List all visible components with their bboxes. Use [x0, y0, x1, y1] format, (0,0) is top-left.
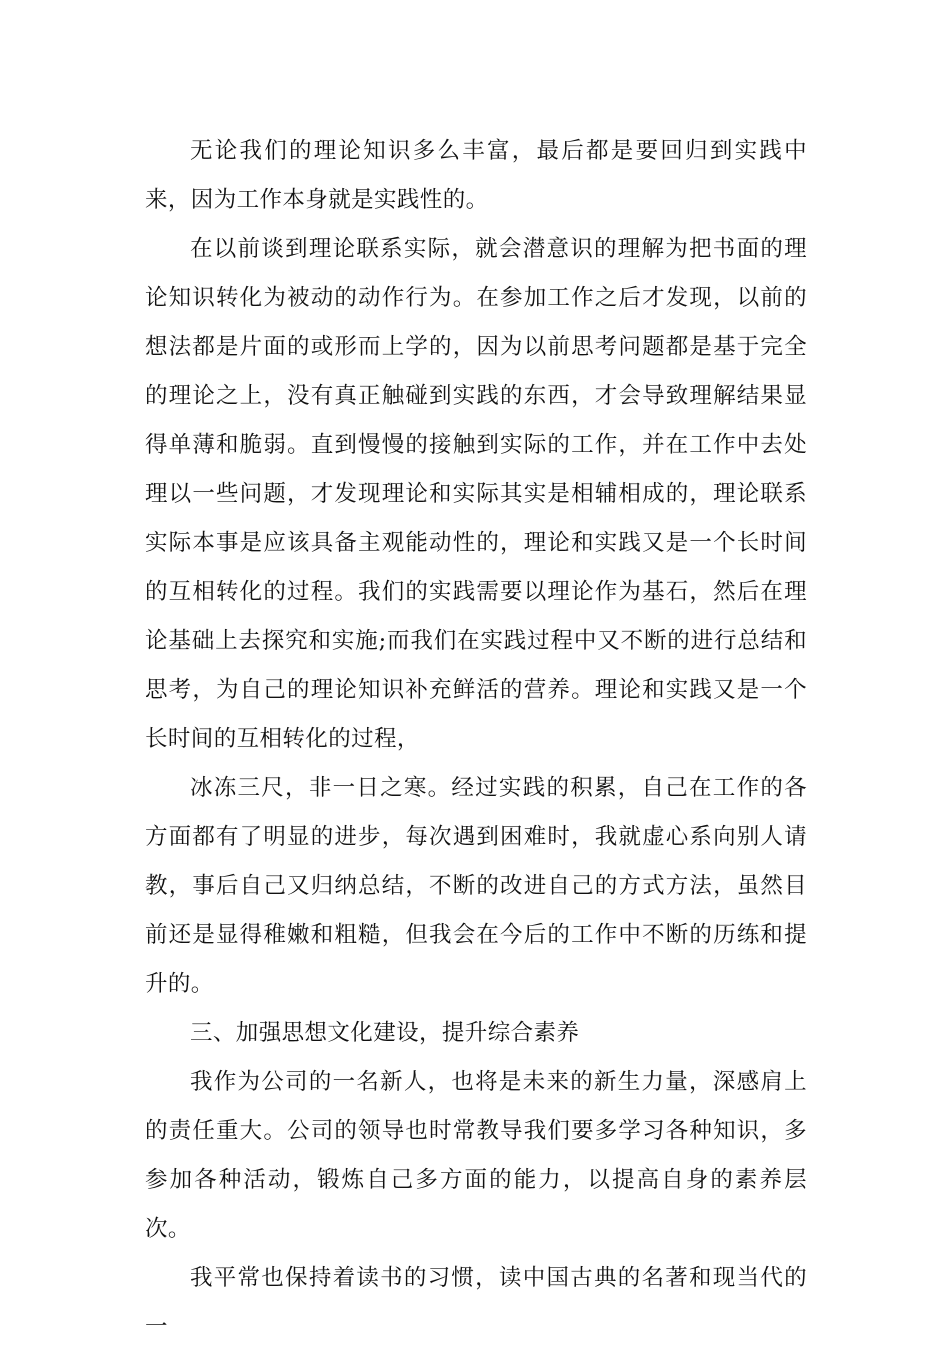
- document-body: [145, 127, 807, 1352]
- paragraph-progress: 冰冻三尺，非一日之寒。经过实践的积累，自己在工作的各方面都有了明显的进步，每次遇到困难时，我就虚心系向别人请教，事后自己又归纳总结，不断的改进自己的方式方法，虽然目前还是显得稚嫩和粗糙，但我会在今后的工作中不断的历练和提升的。: [145, 775, 807, 997]
- paragraph-reading-habit: 我平常也保持着读书的习惯，读中国古典的名著和现当代的一: [145, 1265, 807, 1340]
- paragraph-theory-practice: 在以前谈到理论联系实际，就会潜意识的理解为把书面的理论知识转化为被动的动作行为。在参加工作之后才发现，以前的想法都是片面的或形而上学的，因为以前思考问题都是基于完全的理论之上，没有真正触碰到实践的东西，才会导致理解结果显得单薄和脆弱。直到慢慢的接触到实际的工作，并在工作中去处理以一些问题，才发现理论和实际其实是相辅相成的，理论联系实际本事是应该具备主观能动性的，理论和实践又是一个长时间的互相转化的过程。我们的实践需要以理论作为基石，然后在理论基础上去探究和实施;而我们在实践过程中又不断的进行总结和思考，为自己的理论知识补充鲜活的营养。理论和实践又是一个长时间的互相转化的过程，: [145, 236, 807, 752]
- paragraph-new-member: 我作为公司的一名新人，也将是未来的新生力量，深感肩上的责任重大。公司的领导也时常教导我们要多学习各种知识，多参加各种活动，锻炼自己多方面的能力，以提高自身的素养层次。: [145, 1069, 807, 1242]
- paragraph-practice-intro: 无论我们的理论知识多么丰富，最后都是要回归到实践中来，因为工作本身就是实践性的。: [145, 138, 807, 213]
- section-heading-culture: 三、加强思想文化建设，提升综合素养: [190, 1020, 580, 1046]
